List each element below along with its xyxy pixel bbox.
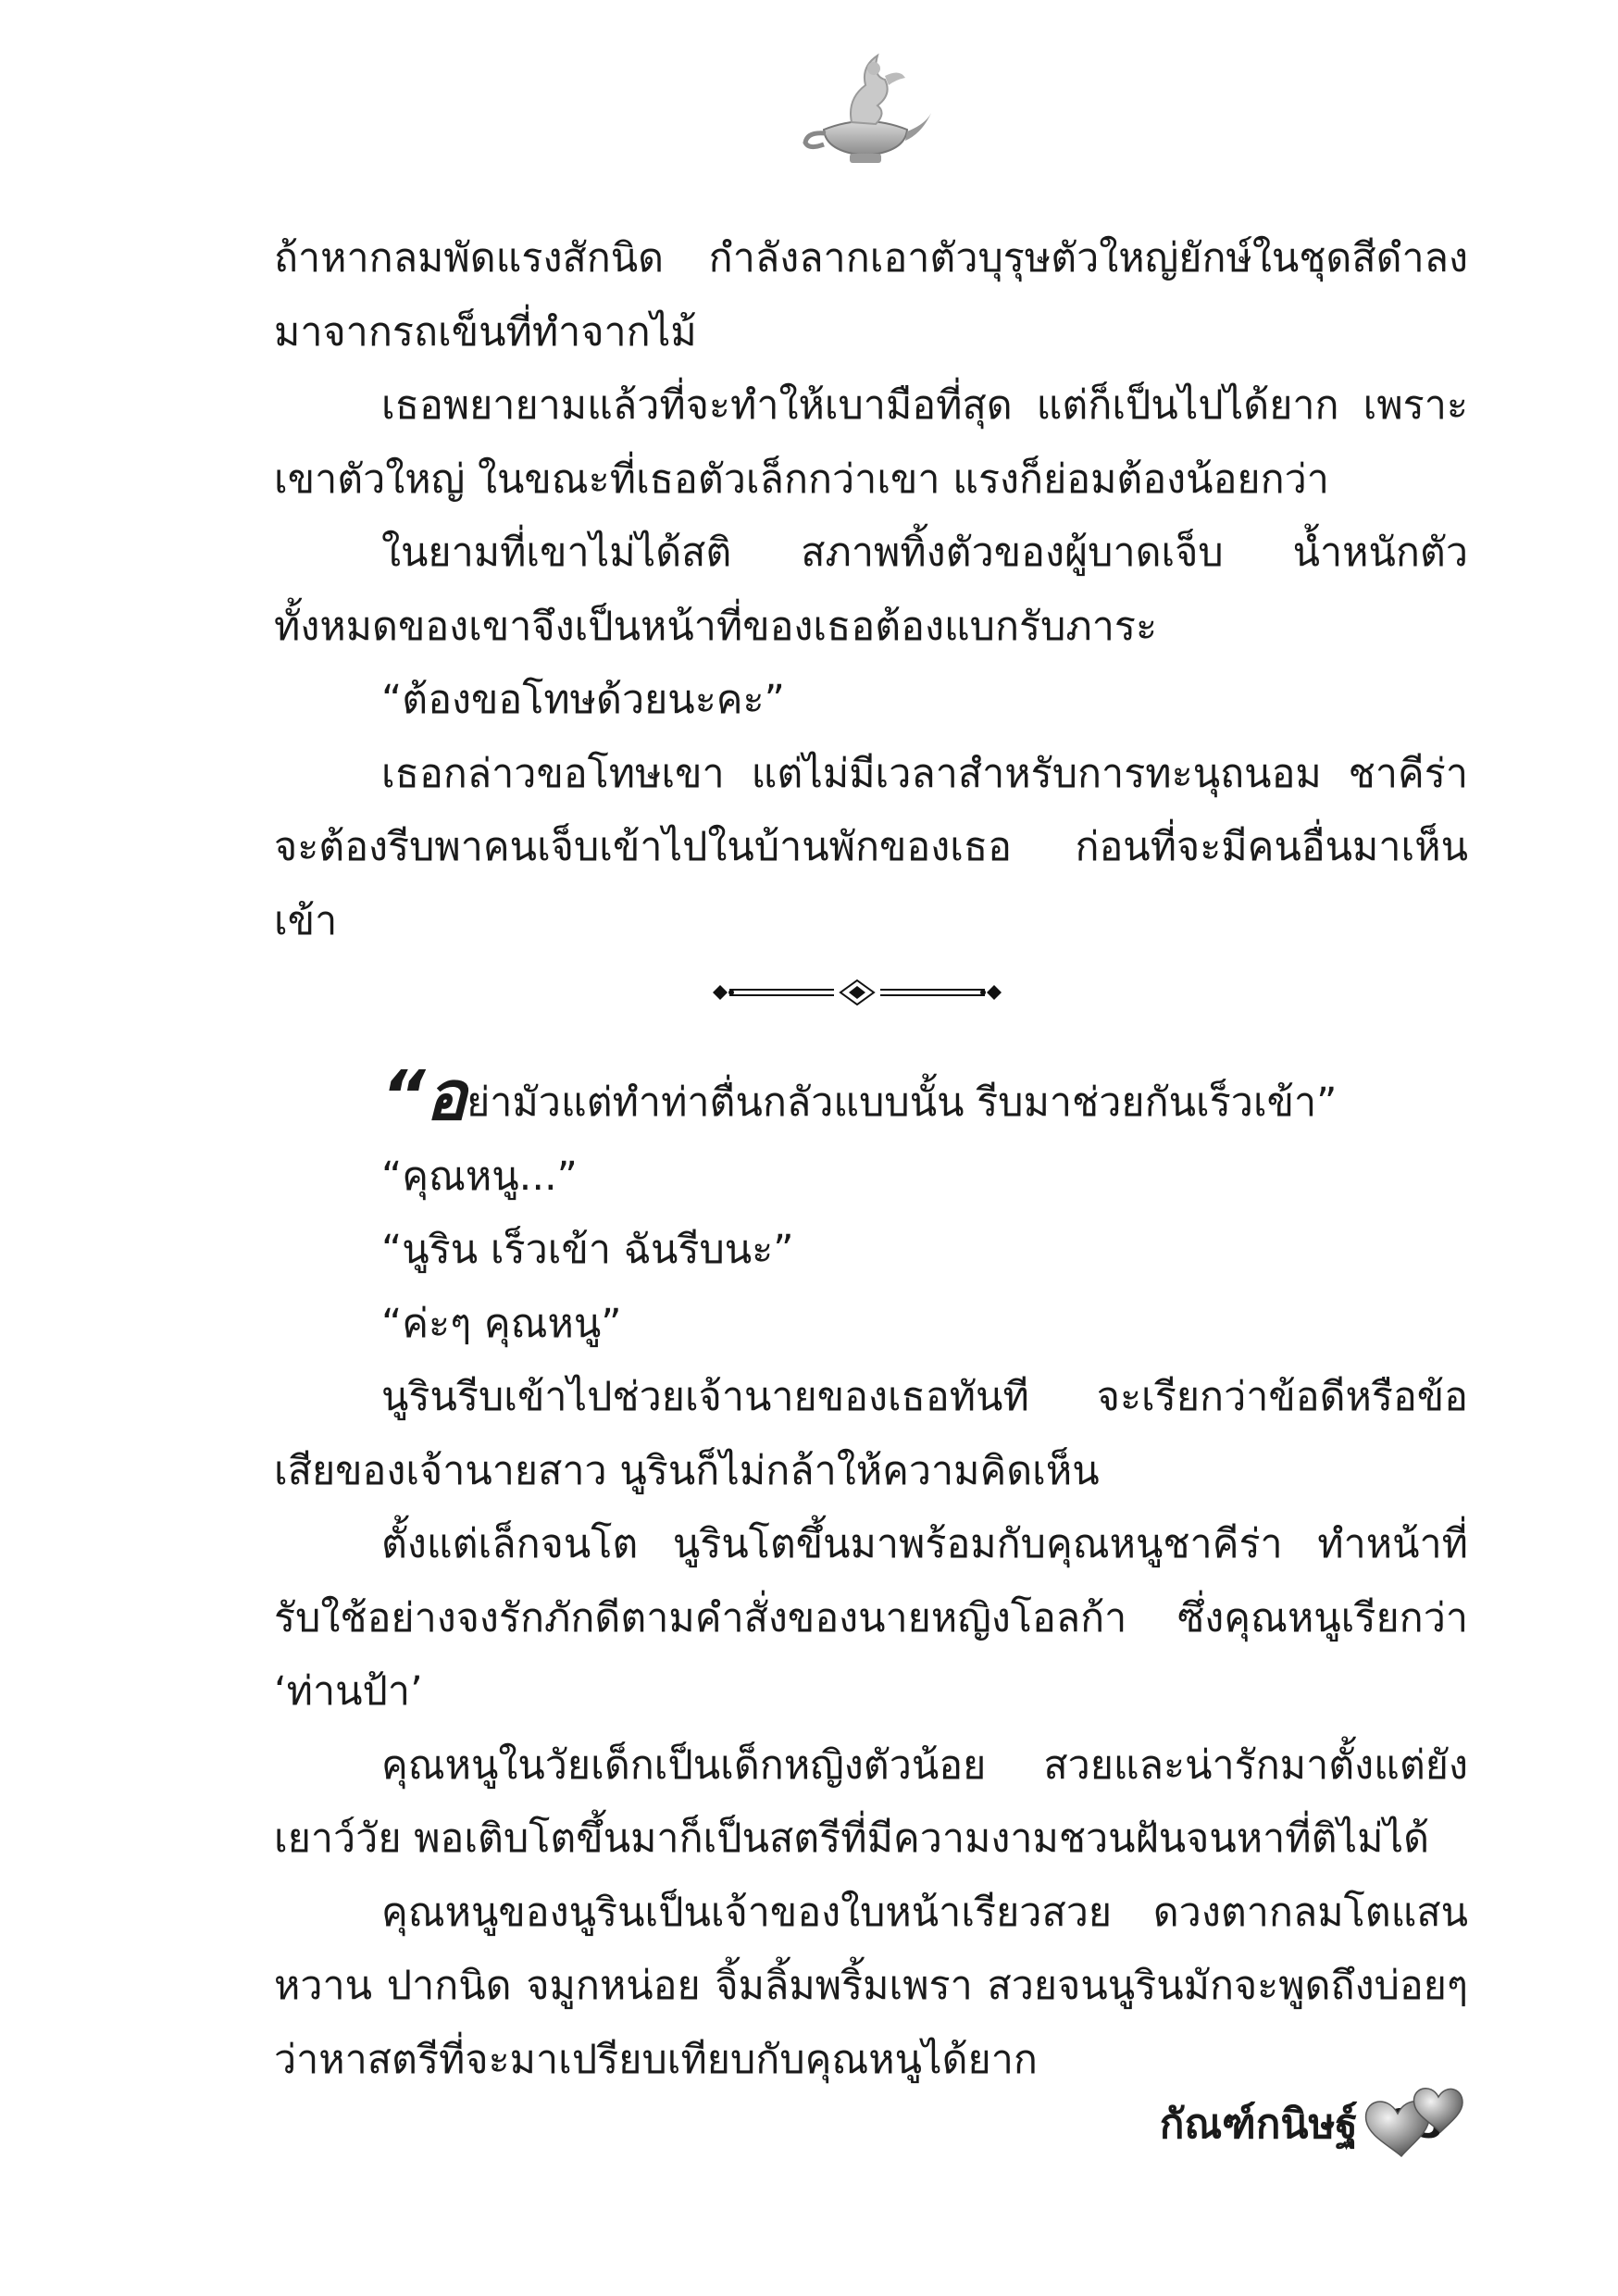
dialogue-line: “ต้องขอโทษด้วยนะคะ” (381, 677, 785, 723)
story-text (274, 222, 1468, 2097)
paragraph: ถ้าหากลมพัดแรงสักนิด กำลังลากเอาตัวบุรุษตัวใหญ่ยักษ์ในชุดสีดำลงมาจากรถเข็นที่ทำจากไม้ (274, 235, 1468, 356)
dialogue-line: “คุณหนู...” (381, 1153, 578, 1200)
dialogue-line: “ค่ะๆ คุณหนู” (381, 1300, 622, 1347)
paragraph: นูรินรีบเข้าไปช่วยเจ้านายของเธอทันที จะเรียกว่าข้อดีหรือข้อเสียของเจ้านายสาว นูรินก็ไม่กล้าให้ความคิดเห็น (274, 1374, 1468, 1494)
paragraph: คุณหนูในวัยเด็กเป็นเด็กหญิงตัวน้อย สวยและน่ารักมาตั้งแต่ยังเยาว์วัย พอเติบโตขึ้นมาก็เป็นสตรีที่มีความงามชวนฝันจนหาที่ติไม่ได้ (274, 1741, 1468, 1862)
dialogue-line: “นูริน เร็วเข้า ฉันรีบนะ” (381, 1227, 794, 1273)
genie-lamp-icon (796, 48, 935, 173)
paragraph: เธอกล่าวขอโทษเขา แต่ไม่มีเวลาสำหรับการทะนุถนอม ชาคีร่าจะต้องรีบพาคนเจ็บเข้าไปในบ้านพักของเธอ ก่อนที่จะมีคนอื่นมาเห็นเข้า (274, 750, 1468, 944)
paragraph: ตั้งแต่เล็กจนโต นูรินโตขึ้นมาพร้อมกับคุณหนูชาคีร่า ทำหน้าที่รับใช้อย่างจงรักภักดีตามคำสั่งของนายหญิงโอลก้า ซึ่งคุณหนูเรียกว่า ‘ท่านป้า’ (274, 1521, 1468, 1715)
dialogue-text: ย่ามัวแต่ทำท่าตื่นกลัวแบบนั้น รีบมาช่วยกันเร็วเข้า” (467, 1079, 1338, 1126)
ornament-divider (709, 979, 1005, 1006)
dialogue-line (274, 1056, 1468, 1141)
author-name: กัณฑ์กนิษฐ์ (1159, 2101, 1358, 2148)
section-divider (274, 958, 1468, 1062)
hearts-icon (1361, 2077, 1481, 2169)
paragraph: คุณหนูของนูรินเป็นเจ้าของใบหน้าเรียวสวย ดวงตากลมโตแสนหวาน ปากนิด จมูกหน่อย จิ้มลิ้มพริ้มเพรา สวยจนนูรินมักจะพูดถึงบ่อยๆ ว่าหาสตรีที่จะมาเปรียบเทียบกับคุณหนูได้ยาก (274, 1889, 1468, 2083)
paragraph: เธอพยายามแล้วที่จะทำให้เบามือที่สุด แต่ก็เป็นไปได้ยาก เพราะเขาตัวใหญ่ ในขณะที่เธอตัวเล็กกว่าเขา แรงก็ย่อมต้องน้อยกว่า (274, 382, 1468, 503)
paragraph: ในยามที่เขาไม่ได้สติ สภาพทิ้งตัวของผู้บาดเจ็บ น้ำหนักตัวทั้งหมดของเขาจึงเป็นหน้าที่ของเธอต้องแบกรับภาระ (274, 530, 1468, 650)
drop-cap: “อ (381, 1056, 467, 1136)
